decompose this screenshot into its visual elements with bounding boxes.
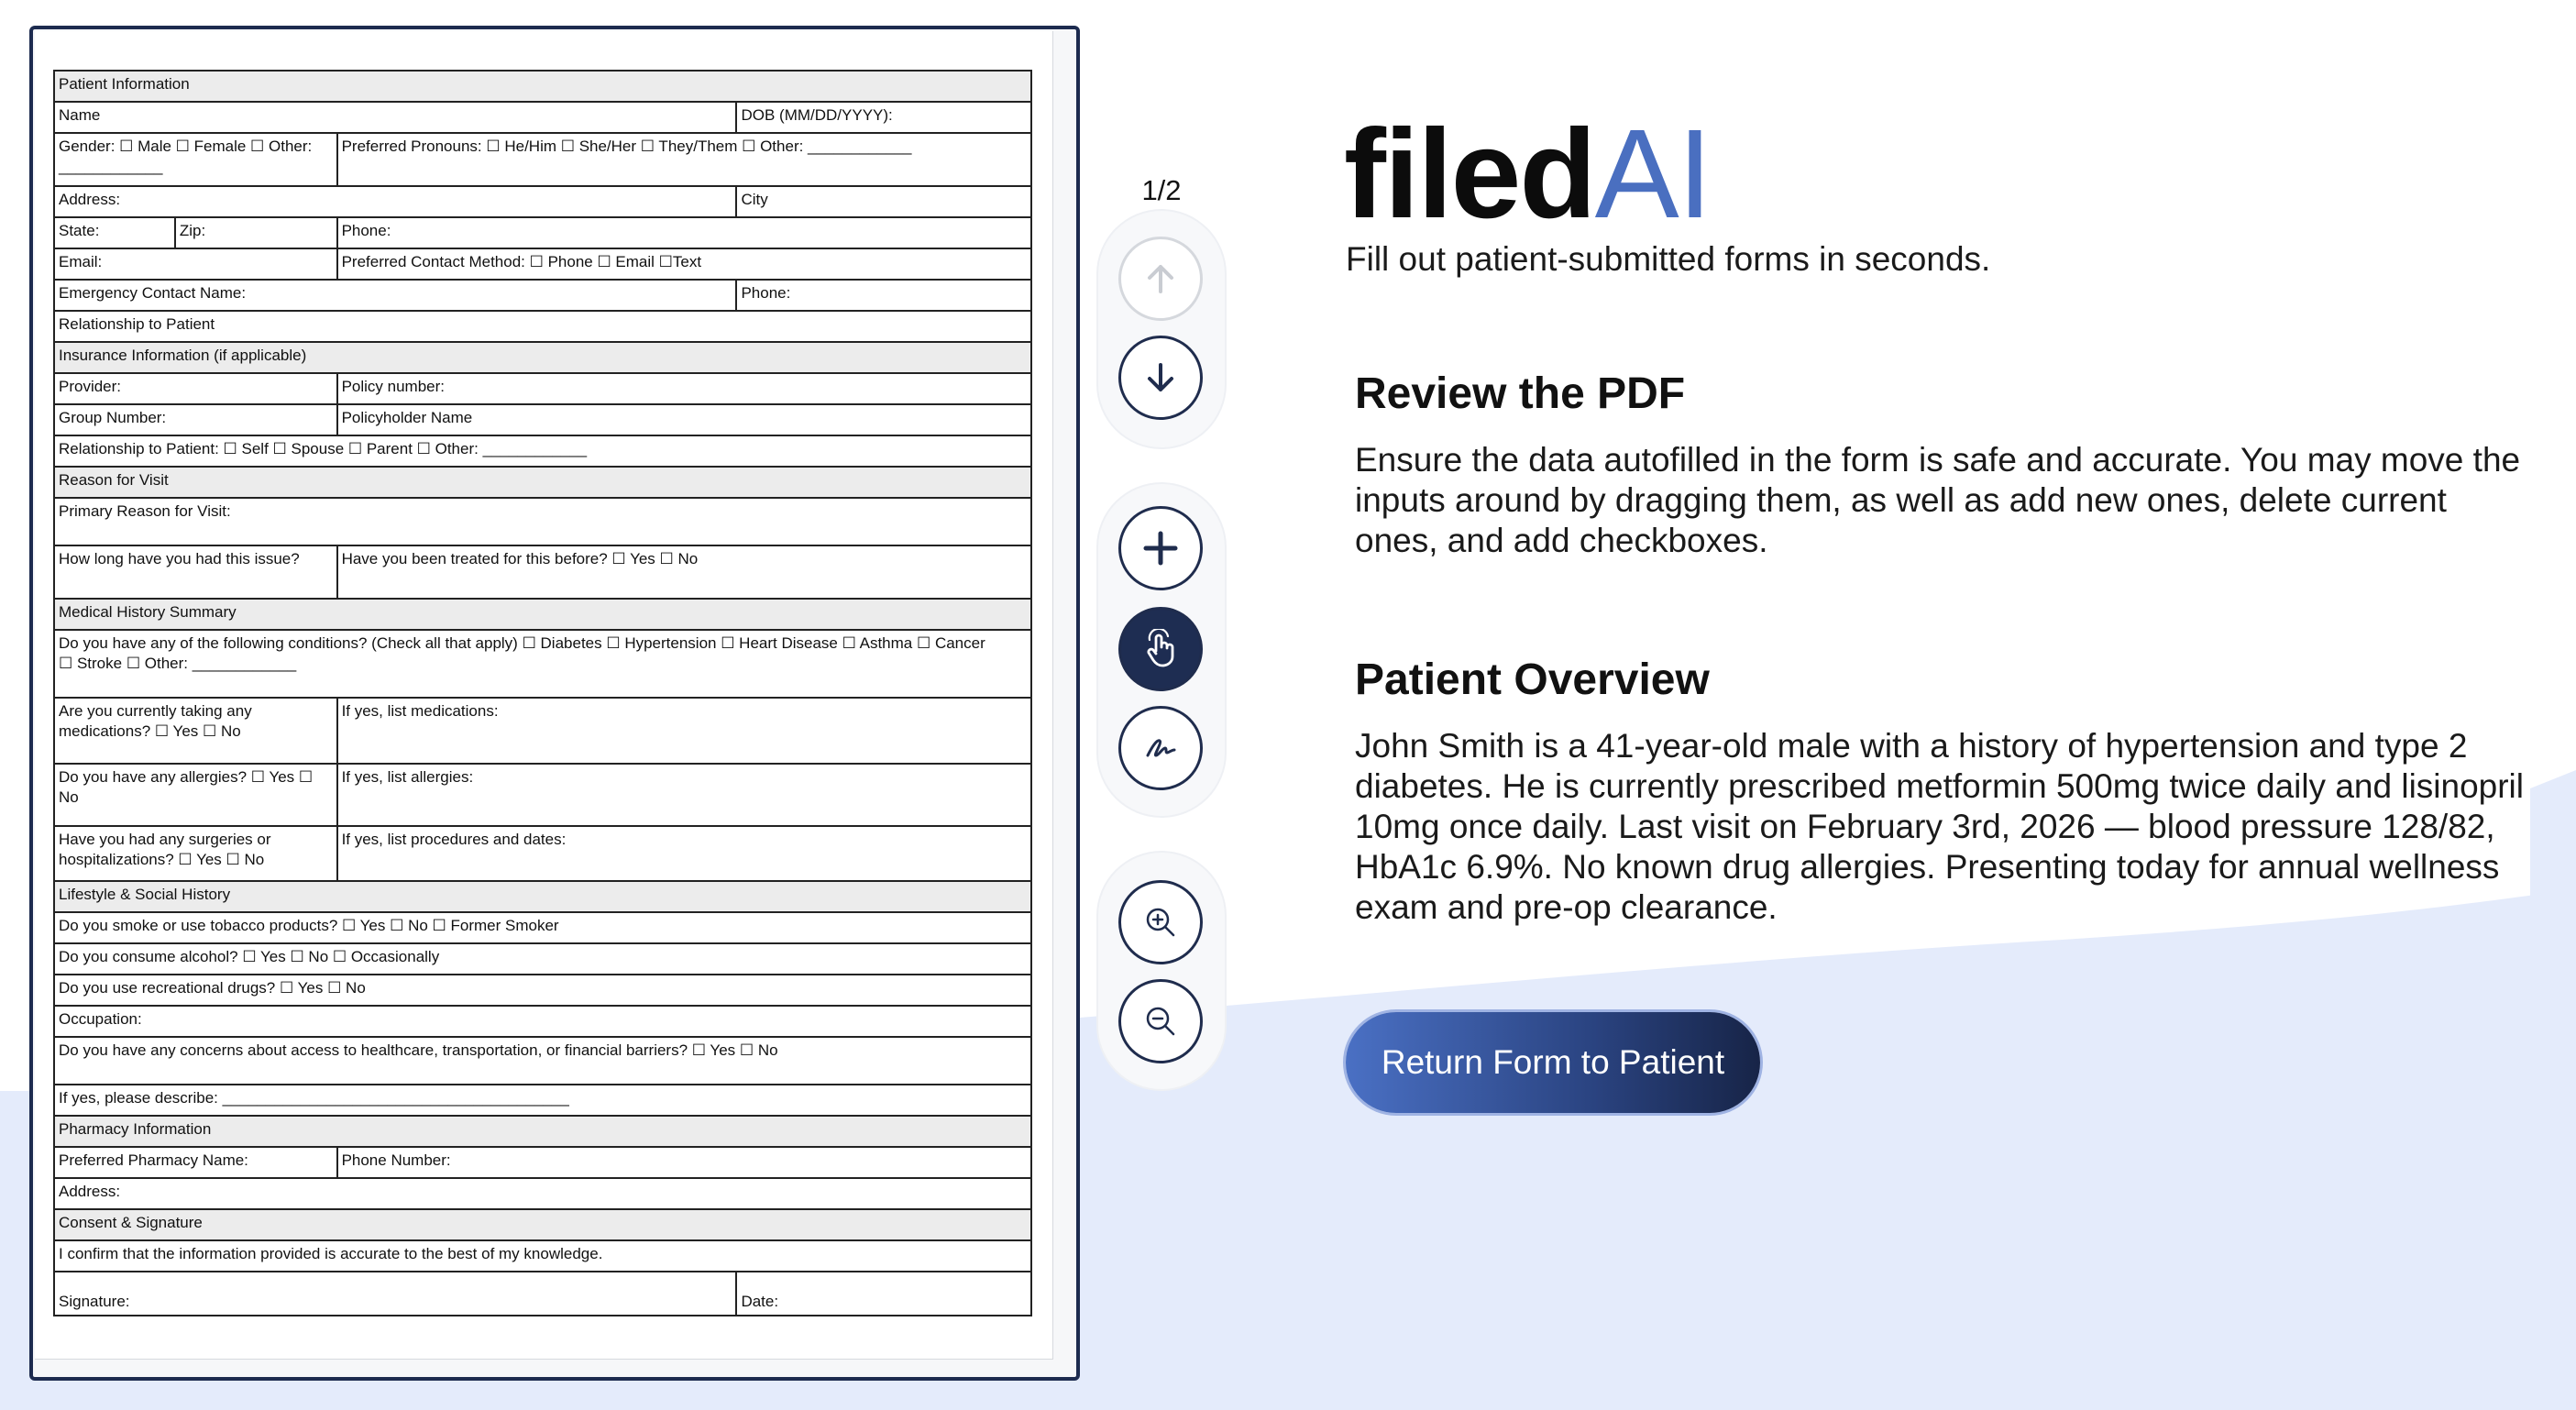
section-pharmacy: Pharmacy Information bbox=[54, 1116, 1031, 1147]
pharmacy-name-field[interactable]: Preferred Pharmacy Name: bbox=[54, 1147, 337, 1178]
phone-field[interactable]: Phone: bbox=[337, 217, 1031, 248]
page-indicator: 1/2 bbox=[1141, 174, 1182, 206]
state-field[interactable]: State: bbox=[54, 217, 175, 248]
city-field[interactable]: City bbox=[736, 186, 1031, 217]
patient-overview-text: John Smith is a 41-year-old male with a history of hypertension and type 2 diabetes. He is currently prescribed metformin 500mg twice daily and lisinopril 10mg once daily. Last visit on February 3rd, 2026 — blood pressure 128/82, HbA1c 6.9%. No known drug allergies. Presenting today for annual wellness exam and pre-op clearance. bbox=[1355, 727, 2525, 926]
zoom-in-icon bbox=[1142, 904, 1179, 941]
add-field-button[interactable] bbox=[1118, 506, 1203, 590]
drugs-field[interactable]: Do you use recreational drugs? ☐ Yes ☐ No bbox=[54, 975, 1031, 1006]
email-field[interactable]: Email: bbox=[54, 248, 337, 280]
issue-duration-field[interactable]: How long have you had this issue? bbox=[54, 545, 337, 599]
allergies-question[interactable]: Do you have any allergies? ☐ Yes ☐ No bbox=[54, 764, 337, 826]
tobacco-field[interactable]: Do you smoke or use tobacco products? ☐ Yes ☐ No ☐ Former Smoker bbox=[54, 912, 1031, 943]
barriers-describe-field[interactable]: If yes, please describe: ________________________________________ bbox=[54, 1085, 1031, 1116]
zoom-in-button[interactable] bbox=[1118, 880, 1203, 964]
relationship-field[interactable]: Relationship to Patient bbox=[54, 311, 1031, 342]
return-form-button[interactable]: Return Form to Patient bbox=[1346, 1012, 1760, 1113]
section-patient-information: Patient Information bbox=[54, 71, 1031, 102]
gender-field[interactable]: Gender: ☐ Male ☐ Female ☐ Other: ____________ bbox=[54, 133, 337, 186]
conditions-field[interactable]: Do you have any of the following conditions? (Check all that apply) ☐ Diabetes ☐ Hypertension ☐ Heart Disease ☐ Asthma ☐ Cancer ☐ Stroke ☐ Other: ____________ bbox=[54, 630, 1031, 698]
pharmacy-address-field[interactable]: Address: bbox=[54, 1178, 1031, 1209]
confirm-statement: I confirm that the information provided is accurate to the best of my knowledge. bbox=[54, 1240, 1031, 1272]
date-field[interactable]: Date: bbox=[736, 1272, 1031, 1316]
section-insurance: Insurance Information (if applicable) bbox=[54, 342, 1031, 373]
drag-mode-button[interactable] bbox=[1118, 607, 1203, 691]
tagline: Fill out patient-submitted forms in seconds. bbox=[1346, 240, 1991, 278]
zoom-out-button[interactable] bbox=[1118, 979, 1203, 1063]
signature-field[interactable]: Signature: bbox=[54, 1272, 736, 1316]
barriers-field[interactable]: Do you have any concerns about access to healthcare, transportation, or financial barriers? ☐ Yes ☐ No bbox=[54, 1037, 1031, 1085]
alcohol-field[interactable]: Do you consume alcohol? ☐ Yes ☐ No ☐ Occasionally bbox=[54, 943, 1031, 975]
emergency-contact-field[interactable]: Emergency Contact Name: bbox=[54, 280, 736, 311]
section-medical-history: Medical History Summary bbox=[54, 599, 1031, 630]
review-heading: Review the PDF bbox=[1355, 369, 1686, 418]
policy-number-field[interactable]: Policy number: bbox=[337, 373, 1031, 404]
section-consent: Consent & Signature bbox=[54, 1209, 1031, 1240]
pdf-page[interactable] bbox=[35, 31, 1053, 1360]
address-field[interactable]: Address: bbox=[54, 186, 736, 217]
previous-page-button[interactable] bbox=[1118, 237, 1203, 321]
next-page-button[interactable] bbox=[1118, 336, 1203, 420]
edit-toolbar bbox=[1098, 484, 1225, 816]
zip-field[interactable]: Zip: bbox=[175, 217, 337, 248]
treated-before-field[interactable]: Have you been treated for this before? ☐ Yes ☐ No bbox=[337, 545, 1031, 599]
medications-question[interactable]: Are you currently taking any medications? ☐ Yes ☐ No bbox=[54, 698, 337, 764]
signature-icon bbox=[1140, 728, 1181, 768]
pharmacy-phone-field[interactable]: Phone Number: bbox=[337, 1147, 1031, 1178]
medications-list-field[interactable]: If yes, list medications: bbox=[337, 698, 1031, 764]
provider-field[interactable]: Provider: bbox=[54, 373, 337, 404]
insurance-relationship-field[interactable]: Relationship to Patient: ☐ Self ☐ Spouse ☐ Parent ☐ Other: ____________ bbox=[54, 435, 1031, 467]
arrow-up-icon bbox=[1142, 260, 1179, 297]
policyholder-field[interactable]: Policyholder Name bbox=[337, 404, 1031, 435]
filedai-logo: filedAI bbox=[1344, 104, 1712, 245]
hand-pointer-icon bbox=[1140, 629, 1181, 669]
dob-field[interactable]: DOB (MM/DD/YYYY): bbox=[736, 102, 1031, 133]
emergency-phone-field[interactable]: Phone: bbox=[736, 280, 1031, 311]
navigation-toolbar bbox=[1098, 211, 1225, 447]
section-reason-for-visit: Reason for Visit bbox=[54, 467, 1031, 498]
patient-intake-form bbox=[53, 70, 1032, 1316]
pdf-viewer[interactable] bbox=[29, 26, 1080, 1381]
zoom-toolbar bbox=[1098, 853, 1225, 1089]
plus-icon bbox=[1142, 530, 1179, 567]
arrow-down-icon bbox=[1142, 359, 1179, 396]
patient-overview-heading: Patient Overview bbox=[1355, 655, 1710, 704]
primary-reason-field[interactable]: Primary Reason for Visit: bbox=[54, 498, 1031, 545]
allergies-list-field[interactable]: If yes, list allergies: bbox=[337, 764, 1031, 826]
contact-method-field[interactable]: Preferred Contact Method: ☐ Phone ☐ Email ☐Text bbox=[337, 248, 1031, 280]
signature-button[interactable] bbox=[1118, 706, 1203, 790]
procedures-list-field[interactable]: If yes, list procedures and dates: bbox=[337, 826, 1031, 881]
review-instructions: Ensure the data autofilled in the form is safe and accurate. You may move the inputs around by dragging them, as well as add new ones, delete current ones, and add checkboxes. bbox=[1355, 441, 2521, 559]
group-number-field[interactable]: Group Number: bbox=[54, 404, 337, 435]
section-lifestyle: Lifestyle & Social History bbox=[54, 881, 1031, 912]
pronouns-field[interactable]: Preferred Pronouns: ☐ He/Him ☐ She/Her ☐ They/Them ☐ Other: ____________ bbox=[337, 133, 1031, 186]
zoom-out-icon bbox=[1142, 1003, 1179, 1040]
name-field[interactable]: Name bbox=[54, 102, 736, 133]
surgeries-question[interactable]: Have you had any surgeries or hospitalizations? ☐ Yes ☐ No bbox=[54, 826, 337, 881]
occupation-field[interactable]: Occupation: bbox=[54, 1006, 1031, 1037]
